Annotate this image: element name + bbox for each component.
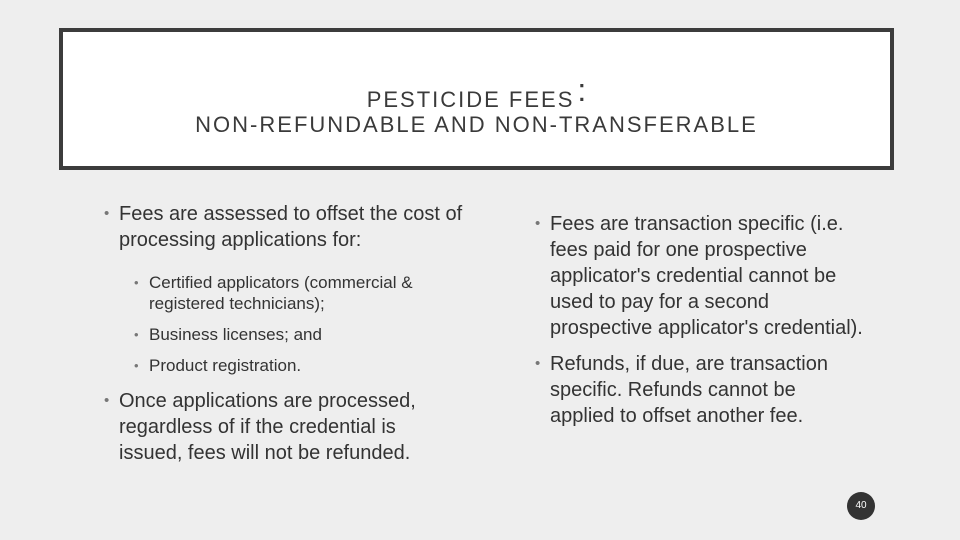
slide-title: PESTICIDE FEES: <box>366 72 587 112</box>
sub-bullet-product-registration: • Product registration. <box>134 355 464 376</box>
title-box <box>59 28 894 170</box>
bullet-transaction-specific: • Fees are transaction specific (i.e. fees paid for one prospective applicator's credential cannot be used to pay for a second prospective applicator's credential). <box>535 211 865 341</box>
page-number-badge: 40 <box>847 492 875 520</box>
title-colon: : <box>577 72 587 108</box>
sub-bullet-certified-applicators: • Certified applicators (commercial & registered technicians); <box>134 272 464 314</box>
sub-bullet-list <box>119 272 464 376</box>
bullet-not-refunded: • Once applications are processed, regardless of if the credential is issued, fees will not be refunded. <box>104 388 464 466</box>
slide-subtitle: NON-REFUNDABLE AND NON-TRANSFERABLE <box>195 112 758 137</box>
sub-bullet-business-licenses: • Business licenses; and <box>134 324 464 345</box>
bullet-text: Fees are assessed to offset the cost of processing applications for: <box>119 203 463 251</box>
right-column <box>535 211 865 429</box>
bullet-refunds: • Refunds, if due, are transaction specific. Refunds cannot be applied to offset another fee. <box>535 351 865 429</box>
bullet-fees-assessed <box>104 201 464 376</box>
left-column <box>104 201 464 466</box>
